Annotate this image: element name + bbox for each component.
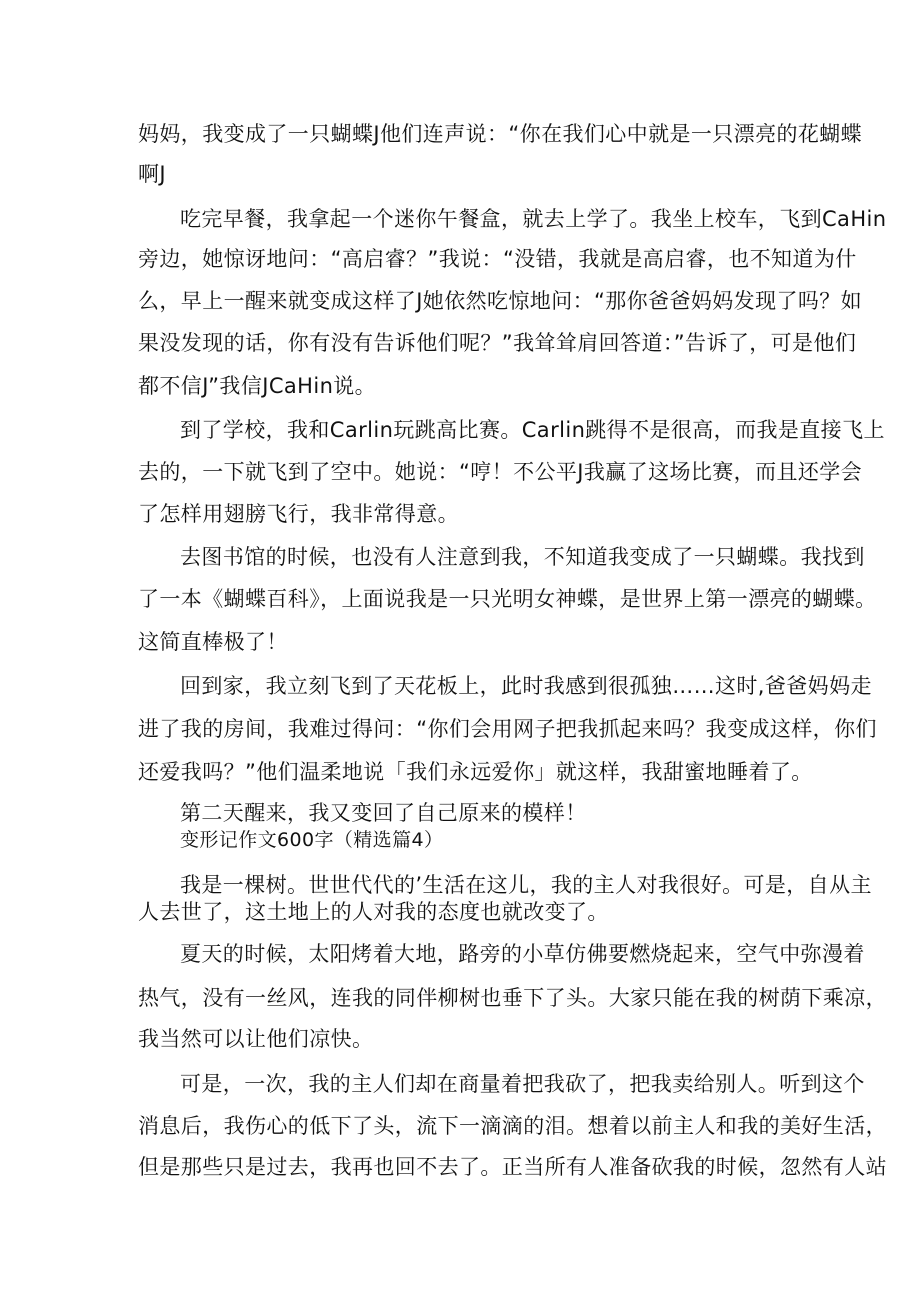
paragraph-line: 可是，一次，我的主人们却在商量着把我砍了，把我卖给别人。听到这个 — [180, 1072, 865, 1096]
section-title: 变形记作文600字（精选篇4） — [180, 829, 444, 851]
paragraph-line: 吃完早餐，我拿起一个迷你午餐盒，就去上学了。我坐上校车，飞到CaHin — [180, 207, 887, 231]
paragraph-line: 去图书馆的时候，也没有人注意到我，不知道我变成了一只蝴蝶。我找到 — [180, 545, 865, 569]
paragraph-line: 去的，一下就飞到了空中。她说：“哼！不公平J我赢了这场比赛，而且还学会 — [138, 460, 863, 484]
paragraph-line: 但是那些只是过去，我再也回不去了。正当所有人准备砍我的时候，忽然有人站 — [138, 1155, 887, 1179]
paragraph-line: 妈妈，我变成了一只蝴蝶J他们连声说：“你在我们心中就是一只漂亮的花蝴蝶 — [138, 122, 863, 146]
paragraph-line: 消息后，我伤心的低下了头，流下一滴滴的泪。想着以前主人和我的美好生活， — [138, 1114, 887, 1138]
paragraph-line: 我当然可以让他们凉快。 — [138, 1027, 374, 1051]
paragraph-line: 这简直棒极了！ — [138, 630, 288, 654]
paragraph-line: 热气，没有一丝风，连我的同伴柳树也垂下了头。大家只能在我的树荫下乘凉， — [138, 986, 887, 1010]
paragraph-line: 夏天的时候，太阳烤着大地，路旁的小草仿佛要燃烧起来，空气中弥漫着 — [180, 942, 865, 966]
paragraph-line: 果没发现的话，你有没有告诉他们呢？”我耸耸肩回答道：”告诉了，可是他们 — [138, 331, 857, 355]
paragraph-line: 都不信J”我信JCaHin说。 — [138, 374, 377, 398]
paragraph-line: 回到家，我立刻飞到了天花板上，此时我感到很孤独……这时,爸爸妈妈走 — [180, 674, 872, 698]
paragraph-line: 到了学校，我和Carlin玩跳高比赛。Carlin跳得不是很高，而我是直接飞上 — [180, 418, 885, 442]
paragraph-line: 了怎样用翅膀飞行，我非常得意。 — [138, 502, 459, 526]
paragraph-line: 人去世了，这土地上的人对我的态度也就改变了。 — [138, 900, 609, 924]
paragraph-line: 还爱我吗？”他们温柔地说「我们永远爱你」就这样，我甜蜜地睡着了。 — [138, 760, 813, 784]
paragraph-line: 了一本《蝴蝶百科》，上面说我是一只光明女神蝶，是世界上第一漂亮的蝴蝶。 — [138, 587, 877, 611]
paragraph-line: 进了我的房间，我难过得问：“你们会用网子把我抓起来吗？我变成这样，你们 — [138, 717, 877, 741]
paragraph-line: 我是一棵树。世世代代的’生活在这儿，我的主人对我很好。可是，自从主 — [180, 873, 872, 897]
paragraph-line: 旁边，她惊讶地问：“高启睿？”我说：“没错，我就是高启睿，也不知道为什 — [138, 247, 857, 271]
paragraph-line: 啊J — [138, 162, 166, 186]
paragraph-line: 么，早上一醒来就变成这样了J她依然吃惊地问：“那你爸爸妈妈发现了吗？如 — [138, 289, 863, 313]
paragraph-line: 第二天醒来，我又变回了自己原来的模样！ — [180, 801, 587, 825]
